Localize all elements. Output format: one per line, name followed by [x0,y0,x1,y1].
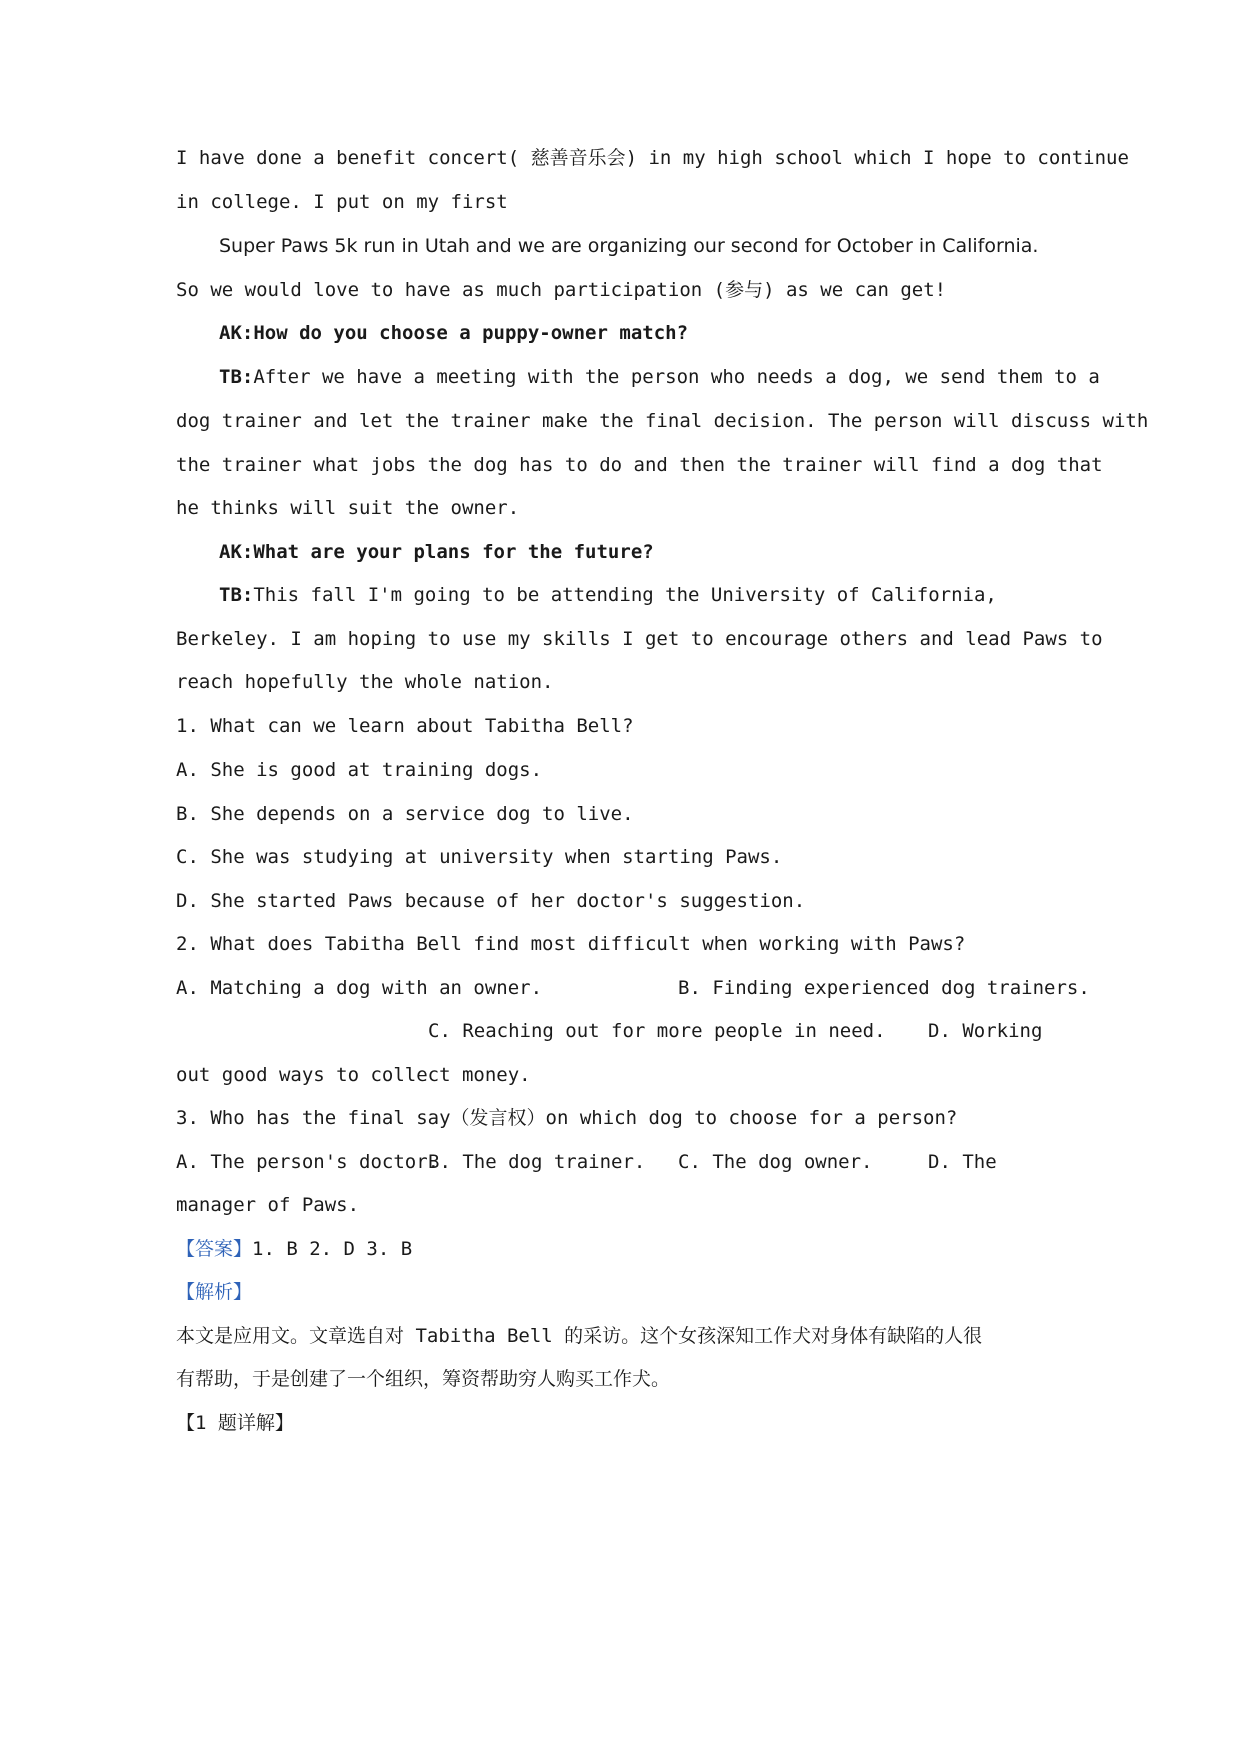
question-2-option-d: D. Working [928,1020,1043,1042]
passage-line: So we would love to have as much participation (参与) as we can get! [176,279,947,301]
question-2-option-b: B. Finding experienced dog trainers. [678,977,1090,999]
question-2-options-row-1 [176,976,1090,1000]
passage-line: he thinks will suit the owner. [176,497,520,519]
question-2-option-a: A. Matching a dog with an owner. [176,977,543,999]
question-1-option-c: C. She was studying at university when starting Paws. [176,846,783,868]
question-1-option-a: A. She is good at training dogs. [176,759,543,781]
question-3-option-b: B. The dog trainer. [428,1151,646,1173]
passage-line: in college. I put on my first [176,191,508,213]
passage-line: I have done a benefit concert( 慈善音乐会) in my high school which I hope to continue [176,147,1129,169]
analysis-label: 【解析】 [176,1281,253,1303]
question-3-option-d-continued: manager of Paws. [176,1194,360,1216]
answer-values: 1. B 2. D 3. B [252,1238,413,1260]
question-2-option-c: C. Reaching out for more people in need. [428,1020,886,1042]
question-2-option-d-continued: out good ways to collect money. [176,1064,531,1086]
question-1-option-d: D. She started Paws because of her doctor's suggestion. [176,890,806,912]
speaker-label: TB: [219,584,254,606]
question-2-options-row-2 [176,1019,1076,1043]
detail-heading: 【1 题详解】 [176,1412,294,1434]
question-1-option-b: B. She depends on a service dog to live. [176,803,634,825]
speaker-label: TB: [219,366,254,388]
answer-label: 【答案】 [176,1238,253,1260]
answer-text: After we have a meeting with the person who needs a dog, we send them to a [253,366,1100,388]
passage-line: Super Paws 5k run in Utah and we are organizing our second for October in California. [219,235,1039,257]
speaker-label: AK: [219,541,254,563]
question-3-option-a: A. The person's doctor. [176,1151,440,1173]
passage-line: dog trainer and let the trainer make the final decision. The person will discuss with [176,410,1149,432]
interview-question-2 [219,540,654,564]
interview-answer-1 [219,365,1100,389]
speaker-label: AK: [219,322,254,344]
question-text: How do you choose a puppy-owner match? [253,322,689,344]
answer-row [176,1237,412,1261]
interview-question-1 [219,321,688,345]
question-3-stem: 3. Who has the final say（发言权）on which dog to choose for a person? [176,1107,958,1129]
passage-line: the trainer what jobs the dog has to do and then the trainer will find a dog that [176,454,1103,476]
answer-text: This fall I'm going to be attending the University of California, [253,584,997,606]
passage-line: reach hopefully the whole nation. [176,671,554,693]
analysis-line: 本文是应用文。文章选自对 Tabitha Bell 的采访。这个女孩深知工作犬对身体有缺陷的人很 [176,1325,983,1347]
question-text: What are your plans for the future? [253,541,654,563]
interview-answer-2 [219,583,997,607]
question-3-option-c: C. The dog owner. [678,1151,873,1173]
question-3-options-row [176,1150,1076,1174]
question-1-stem: 1. What can we learn about Tabitha Bell? [176,715,634,737]
analysis-line: 有帮助，于是创建了一个组织，筹资帮助穷人购买工作犬。 [176,1368,671,1390]
question-3-option-d: D. The [928,1151,997,1173]
passage-line: Berkeley. I am hoping to use my skills I get to encourage others and lead Paws to [176,628,1103,650]
question-2-stem: 2. What does Tabitha Bell find most difficult when working with Paws? [176,933,966,955]
